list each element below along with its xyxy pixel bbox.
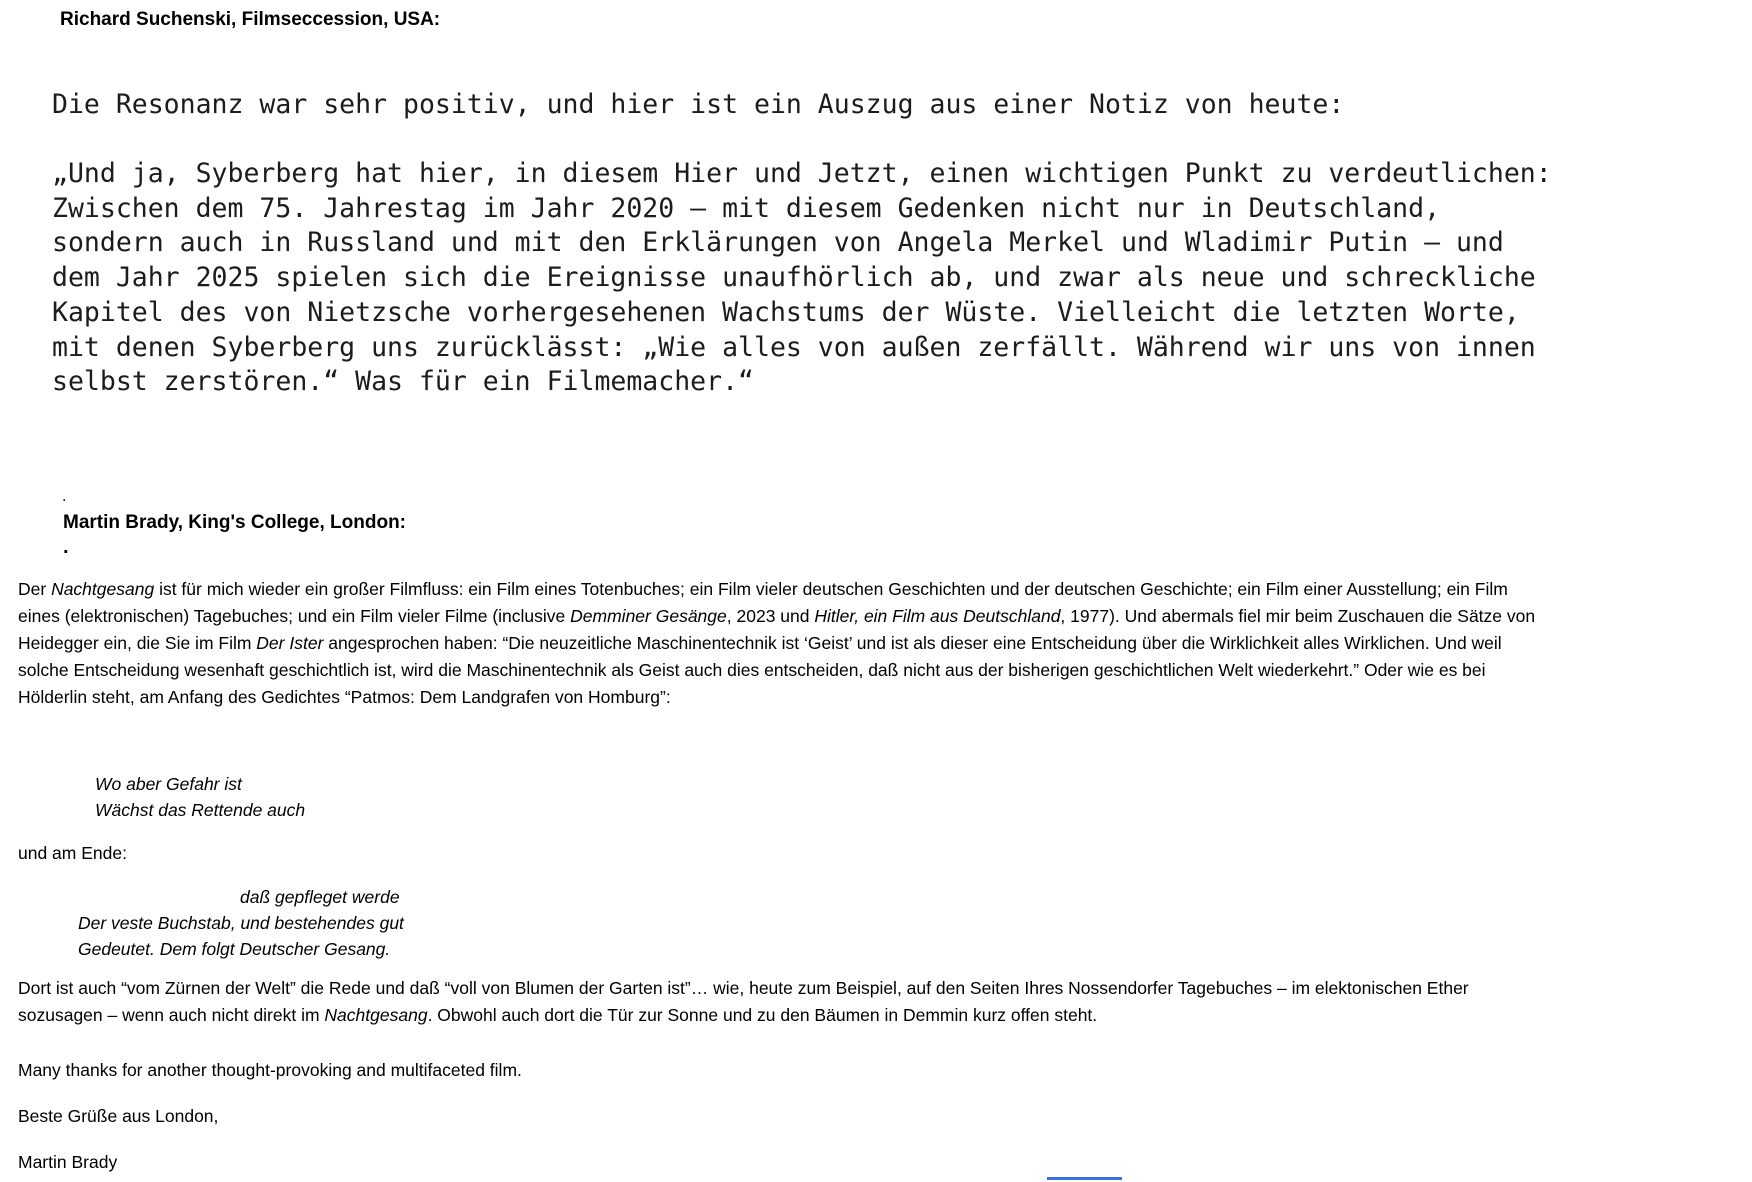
poem-line: daß gepfleget werde (240, 887, 400, 907)
poem-line: Wo aber Gefahr ist (95, 774, 242, 794)
para2-text: . Obwohl auch dort die Tür zur Sonne und zu den Bäumen in Demmin kurz offen steht. (427, 1005, 1098, 1025)
suchenski-header: Richard Suchenski, Filmseccession, USA: (60, 9, 441, 30)
poem-line: Der veste Buchstab, und bestehendes gut (78, 913, 404, 933)
para1-text: , 1977). Und abermals fiel mir beim Zuschauen die Sätze von Heidegger ein, die Sie im Film (18, 606, 1536, 653)
stray-dot-above-header: . (62, 488, 67, 505)
para1-text: ist für mich wieder ein großer Filmfluss: ein Film eines Totenbuches; ein Film vieler deutschen Geschichten und der deutschen Geschichte; ein Film einer Ausstellung; ein Film eines (elektronischen) Tagebuches; und ein Film vieler Filme (inclusive (18, 579, 1508, 626)
mono-quote-line: sondern auch in Russland und mit den Erklärungen von Angela Merkel und Wladimir Putin – und (52, 227, 1504, 259)
film-title-demminer-gesaenge: Demminer Gesänge (570, 606, 727, 626)
film-title-der-ister: Der Ister (256, 633, 324, 653)
mono-quote-line: Kapitel des von Nietzsche vorhergesehenen Wachstums der Wüste. Vielleicht die letzten Worte, (52, 296, 1520, 328)
blue-underline-artifact (1047, 1177, 1122, 1180)
paragraph-dort (18, 975, 1542, 1029)
closing-line: Beste Grüße aus London, (18, 1106, 219, 1126)
thanks-line: Many thanks for another thought-provoking and multifaceted film. (18, 1060, 522, 1080)
film-title-hitler: Hitler, ein Film aus Deutschland (814, 606, 1061, 626)
signature: Martin Brady (18, 1152, 118, 1172)
poem-line: Gedeutet. Dem folgt Deutscher Gesang. (78, 939, 391, 959)
mono-intro-line: Die Resonanz war sehr positiv, und hier ist ein Auszug aus einer Notiz von heute: (52, 89, 1345, 120)
film-title-nachtgesang: Nachtgesang (51, 579, 155, 599)
mono-quote-block (52, 157, 1552, 400)
mono-quote-line: mit denen Syberberg uns zurücklässt: „Wie alles von außen zerfällt. Während wir uns von innen (52, 331, 1536, 363)
mono-quote-line: „Und ja, Syberberg hat hier, in diesem Hier und Jetzt, einen wichtigen Punkt zu verdeutlichen: (52, 158, 1552, 189)
mono-quote-line: selbst zerstören.“ Was für ein Filmemacher.“ (52, 366, 754, 398)
stray-dot-below-header: . (63, 536, 69, 558)
para1-text: angesprochen haben: “Die neuzeitliche Maschinentechnik ist ‘Geist’ und ist als dieser eine Entscheidung über die Wirklichkeit alles Wirklichen. Und weil solche Entscheidung wesenhaft geschichtlich ist, wird die Maschinentechnik als Geist auch dies entscheiden, daß nicht aus der bisherigen geschichtlichen Welt wiederkehrt.” Oder wie es bei Hölderlin steht, am Anfang des Gedichtes “Patmos: Dem Landgrafen von Homburg”: (18, 633, 1502, 707)
hoelderlin-quote-1 (95, 771, 305, 823)
para2-text: Dort ist auch “vom Zürnen der Welt” die Rede und daß “voll von Blumen der Garten ist”… wie, heute zum Beispiel, auf den Seiten Ihres Nossendorfer Tagebuches – im elektonischen Ether sozusagen – wenn auch nicht direkt im (18, 978, 1469, 1025)
mono-quote-line: dem Jahr 2025 spielen sich die Ereignisse unaufhörlich ab, und zwar als neue und schreckliche (52, 262, 1536, 294)
brady-header: Martin Brady, King's College, London: (63, 512, 407, 533)
between-poems-text: und am Ende: (18, 843, 127, 863)
mono-quote-line: Zwischen dem 75. Jahrestag im Jahr 2020 – mit diesem Gedenken nicht nur in Deutschland, (52, 192, 1441, 224)
paragraph-nachtgesang (18, 576, 1542, 711)
para1-text: , 2023 und (726, 606, 815, 626)
poem-line: Wächst das Rettende auch (95, 800, 306, 820)
para1-text: Der (18, 579, 52, 599)
film-title-nachtgesang: Nachtgesang (324, 1005, 428, 1025)
hoelderlin-quote-2 (78, 884, 404, 962)
